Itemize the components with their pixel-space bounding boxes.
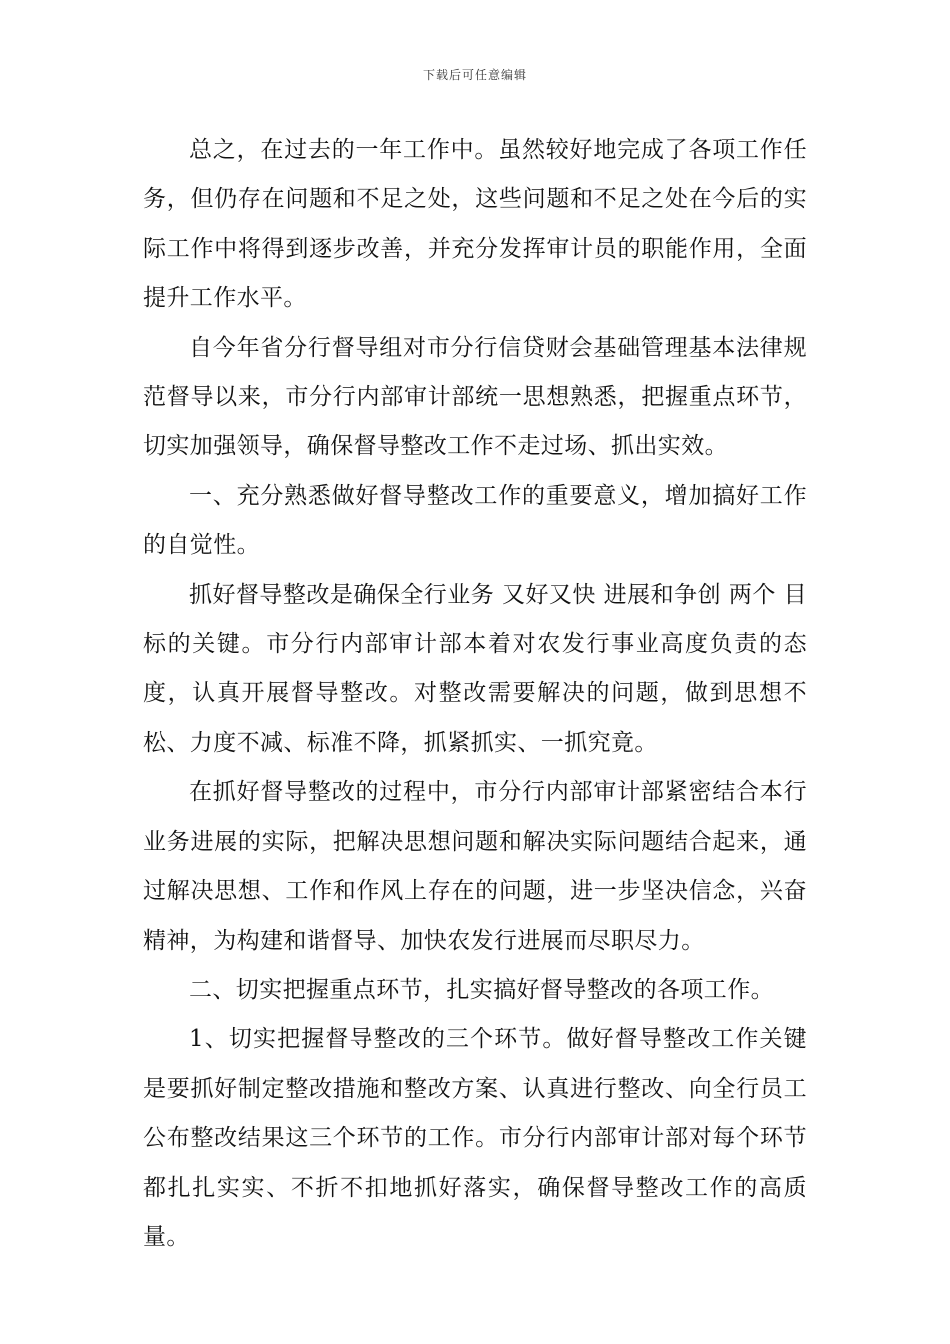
- paragraph-section-2-item-1: 1、切实把握督导整改的三个环节。做好督导整改工作关键是要抓好制定整改措施和整改方案、认真进行整改、向全行员工公布整改结果这三个环节的工作。市分行内部审计部对每个环节都扎扎实实、不折不扣地抓好落实，确保督导整改工作的高质量。: [143, 1026, 807, 1250]
- header-note: 下载后可任意编辑: [422, 68, 527, 82]
- paragraph-section-1-body-a: 抓好督导整改是确保全行业务 又好又快 进展和争创 两个 目标的关键。市分行内部审计部本着对农发行事业高度负责的态度，认真开展督导整改。对整改需要解决的问题，做到思想不松、力度不减、标准不降，抓紧抓实、一抓究竟。: [143, 581, 807, 756]
- paragraph-intro: 自今年省分行督导组对市分行信贷财会基础管理基本法律规范督导以来，市分行内部审计部统一思想熟悉，把握重点环节，切实加强领导，确保督导整改工作不走过场、抓出实效。: [143, 334, 807, 460]
- paragraph-section-2-heading: 二、切实把握重点环节，扎实搞好督导整改的各项工作。: [189, 976, 774, 1003]
- paragraph-section-1-body-b: 在抓好督导整改的过程中，市分行内部审计部紧密结合本行业务进展的实际，把解决思想问题和解决实际问题结合起来，通过解决思想、工作和作风上存在的问题，进一步坚决信念，兴奋精神，为构建和谐督导、加快农发行进展而尽职尽力。: [143, 779, 807, 954]
- paragraph-section-1-heading: 一、充分熟悉做好督导整改工作的重要意义，增加搞好工作的自觉性。: [143, 482, 807, 559]
- paragraph-summary: 总之，在过去的一年工作中。虽然较好地完成了各项工作任务，但仍存在问题和不足之处，这些问题和不足之处在今后的实际工作中将得到逐步改善，并充分发挥审计员的职能作用，全面提升工作水平。: [143, 137, 807, 312]
- document-body: [143, 126, 807, 1262]
